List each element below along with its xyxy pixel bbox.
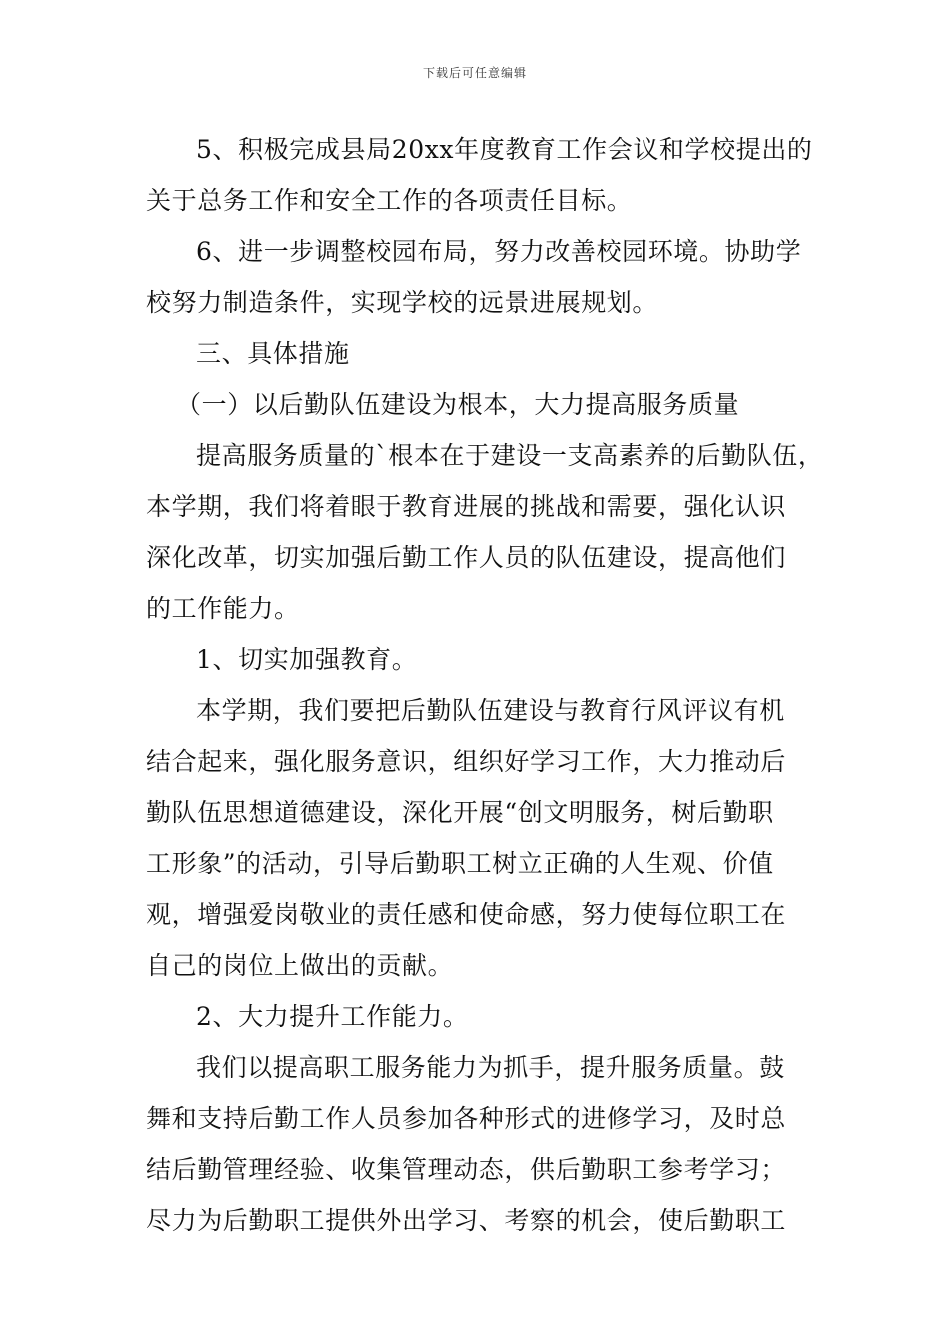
paragraph-line: 结后勤管理经验、收集管理动态，供后勤职工参考学习； <box>146 1155 787 1184</box>
paragraph-line: 关于总务工作和安全工作的各项责任目标。 <box>146 186 633 215</box>
paragraph-line: 我们以提高职工服务能力为抓手，提升服务质量。鼓 <box>196 1053 785 1082</box>
paragraph-line: 提高服务质量的`根本在于建设一支高素养的后勤队伍， <box>196 441 824 470</box>
paragraph-line: 自己的岗位上做出的贡献。 <box>146 951 454 980</box>
paragraph-line: 6、进一步调整校园布局，努力改善校园环境。协助学 <box>196 237 802 266</box>
subsection-heading: （一）以后勤队伍建设为根本，大力提高服务质量 <box>176 390 740 419</box>
paragraph-line: 本学期，我们要把后勤队伍建设与教育行风评议有机 <box>196 696 785 725</box>
paragraph-line: 观，增强爱岗敬业的责任感和使命感，努力使每位职工在 <box>146 900 787 929</box>
item-heading: 2、大力提升工作能力。 <box>196 1002 469 1031</box>
paragraph-line: 本学期，我们将着眼于教育进展的挑战和需要，强化认识 <box>146 492 787 521</box>
paragraph-line: 结合起来，强化服务意识，组织好学习工作，大力推动后 <box>146 747 787 776</box>
paragraph-line: 工形象”的活动，引导后勤职工树立正确的人生观、价值 <box>146 849 774 878</box>
paragraph-line: 尽力为后勤职工提供外出学习、考察的机会，使后勤职工 <box>146 1206 787 1235</box>
paragraph-line: 校努力制造条件，实现学校的远景进展规划。 <box>146 288 659 317</box>
item-heading: 1、切实加强教育。 <box>196 645 418 674</box>
page-header: 下载后可任意编辑 <box>422 66 527 80</box>
paragraph-line: 5、积极完成县局20xx年度教育工作会议和学校提出的 <box>196 135 813 164</box>
section-heading: 三、具体措施 <box>196 339 350 368</box>
paragraph-line: 勤队伍思想道德建设，深化开展“创文明服务，树后勤职 <box>146 798 774 827</box>
document-body <box>146 124 824 1246</box>
paragraph-line: 的工作能力。 <box>146 594 300 623</box>
paragraph-line: 舞和支持后勤工作人员参加各种形式的进修学习，及时总 <box>146 1104 787 1133</box>
paragraph-line: 深化改革，切实加强后勤工作人员的队伍建设，提高他们 <box>146 543 787 572</box>
